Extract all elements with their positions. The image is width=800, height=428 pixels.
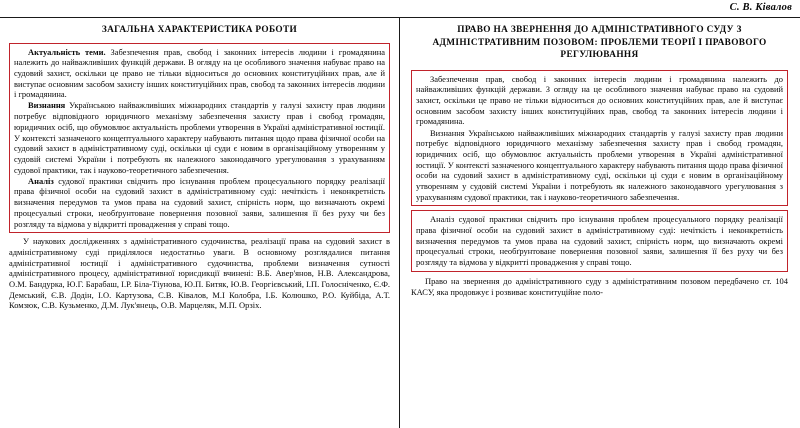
paragraph	[14, 176, 385, 229]
right-highlight-box-1	[411, 70, 788, 207]
left-tail-block	[9, 236, 390, 311]
author-running-head: С. В. Ківалов	[729, 2, 792, 13]
paragraph	[14, 100, 385, 175]
paragraph-text: Забезпечення прав, свобод і законних інтересів людини і громадянина належить до найважливіших функцій держави. В огляду на це особливого значення набуває право на судовий захист, оскільки це право не тільки відноситься до основних конституційних прав, але й виступає основним засобом захисту інших конституційних прав, свобод та законних інтересів людини і громадянина.	[14, 46, 386, 100]
paragraph-text: судової практики свідчить про існування проблем процесуального порядку реалізації права фізичної особи на судовий захист в адміністративному суді: нечіткість і неконкретність визначення передумов та умов права на судовий захист, спірність норм, що визначають окремі процесуальні строки, необґрунтоване повернення позовної заяви, залишення її без руху чи без розгляду та відмова у відкритті провадження у справі тощо.	[14, 175, 385, 229]
paragraph-lead: Актуальність теми.	[28, 46, 106, 57]
left-highlight-box	[9, 43, 390, 234]
right-column-heading: ПРАВО НА ЗВЕРНЕННЯ ДО АДМІНІСТРАТИВНОГО СУДУ З АДМІНІСТРАТИВНИМ ПОЗОВОМ: ПРОБЛЕМИ ТЕОРІЇ І ПРАВОВОГО РЕГУЛЮВАННЯ	[432, 25, 767, 61]
right-tail-block	[411, 276, 788, 297]
paragraph: Визнання Українською найважливіших міжнародних стандартів у галузі захисту прав людини потребує відповідного юридичного механізму забезпечення захисту прав і свобод громадян, юридичних осіб, що обумовлює актуальність проблеми утворення в Україні адміністративної юстиції. У контексті зазначеного концептуального характеру набувають питання щодо права фізичної особи на судовий захист в адміністративному суді, оскільки ці суди є новим в організаційному утворенням у судовій системі України і потребують як належного законодавчого урегулювання з урахуванням судової практики, так і науково-теоретичного забезпечення.	[416, 127, 783, 202]
left-column-heading: ЗАГАЛЬНА ХАРАКТЕРИСТИКА РОБОТИ	[101, 25, 298, 35]
paragraph-text: Українською найважливіших міжнародних стандартів у галузі захисту прав людини потребує відповідного юридичного механізму забезпечення захисту прав і свобод громадян, юридичних осіб, що обумовлює актуальність проблеми утворення в Україні адміністративної юстиції. У контексті зазначеного концептуального характеру набувають питання щодо права фізичної особи на судовий захист в адміністративному суді, оскільки ці суди є новим в організаційному утворенням у судовій системі України і потребують як належного законодавчого урегулювання з урахуванням судової практики, так і науково-теоретичного забезпечення.	[14, 100, 385, 175]
paragraph: Право на звернення до адміністративного суду з адміністративним позовом передбачено ст. 104 КАСУ, яка продовжує і розвиває конституційне поло-	[411, 275, 788, 297]
paragraph: Забезпечення прав, свобод і законних інтересів людини і громадянина належить до найважливіших функцій держави. З огляду на це особливого значення набуває право на судовий захист, оскільки це право не тільки відноситься до основних конституційних прав, але й виступає основним засобом захисту інших конституційних прав, свобод та законних інтересів людини і громадянина.	[416, 73, 783, 127]
paragraph	[14, 47, 385, 100]
right-middle-block	[411, 210, 788, 271]
right-column	[400, 17, 799, 428]
left-column	[0, 17, 399, 428]
paragraph: Аналіз судової практики свідчить про існування проблем процесуального порядку реалізації права фізичної особи на судовий захист в адміністративному суді: нечіткість і неконкретність визначення передумов та умов права на судовий захист, спірність норм, що визначають окремі процесуальні строки, необґрунтоване повернення позовної заяви, залишення її без руху чи без розгляду та відмова у відкритті провадження у справі тощо.	[416, 214, 783, 268]
paragraph: У наукових дослідженнях з адміністративного судочинства, реалізації права на судовий захист в адміністративному суді приділялося недостатньо уваги. В основному розглядалися питання адміністративної юстиції і адміністративного судочинства, проблеми визначення сутності адміністративного процесу, адміністративної юрисдикції вчинені: В.Б. Авер'янов, Н.В. Александрова, О.М. Бандурка, Ю.Г. Барабаш, І.Р. Біла-Тіунова, Ю.П. Битяк, Ю.В. Георгієвський, І.П. Голосніченко, Є.Ф. Демський, Є.В. Додін, І.О. Картузова, С.В. Ківалов, М.І Колобра, І.Б. Колюшко, Р.О. Куйбіда, А.Т. Комзюк, С.В. Кузьменко, Д.М. Лук'янець, О.В. Марцеляк, М.П. Орзіх.	[9, 236, 390, 311]
paragraph-lead: Аналіз	[28, 175, 54, 186]
paragraph-lead: Визнання	[28, 100, 66, 111]
